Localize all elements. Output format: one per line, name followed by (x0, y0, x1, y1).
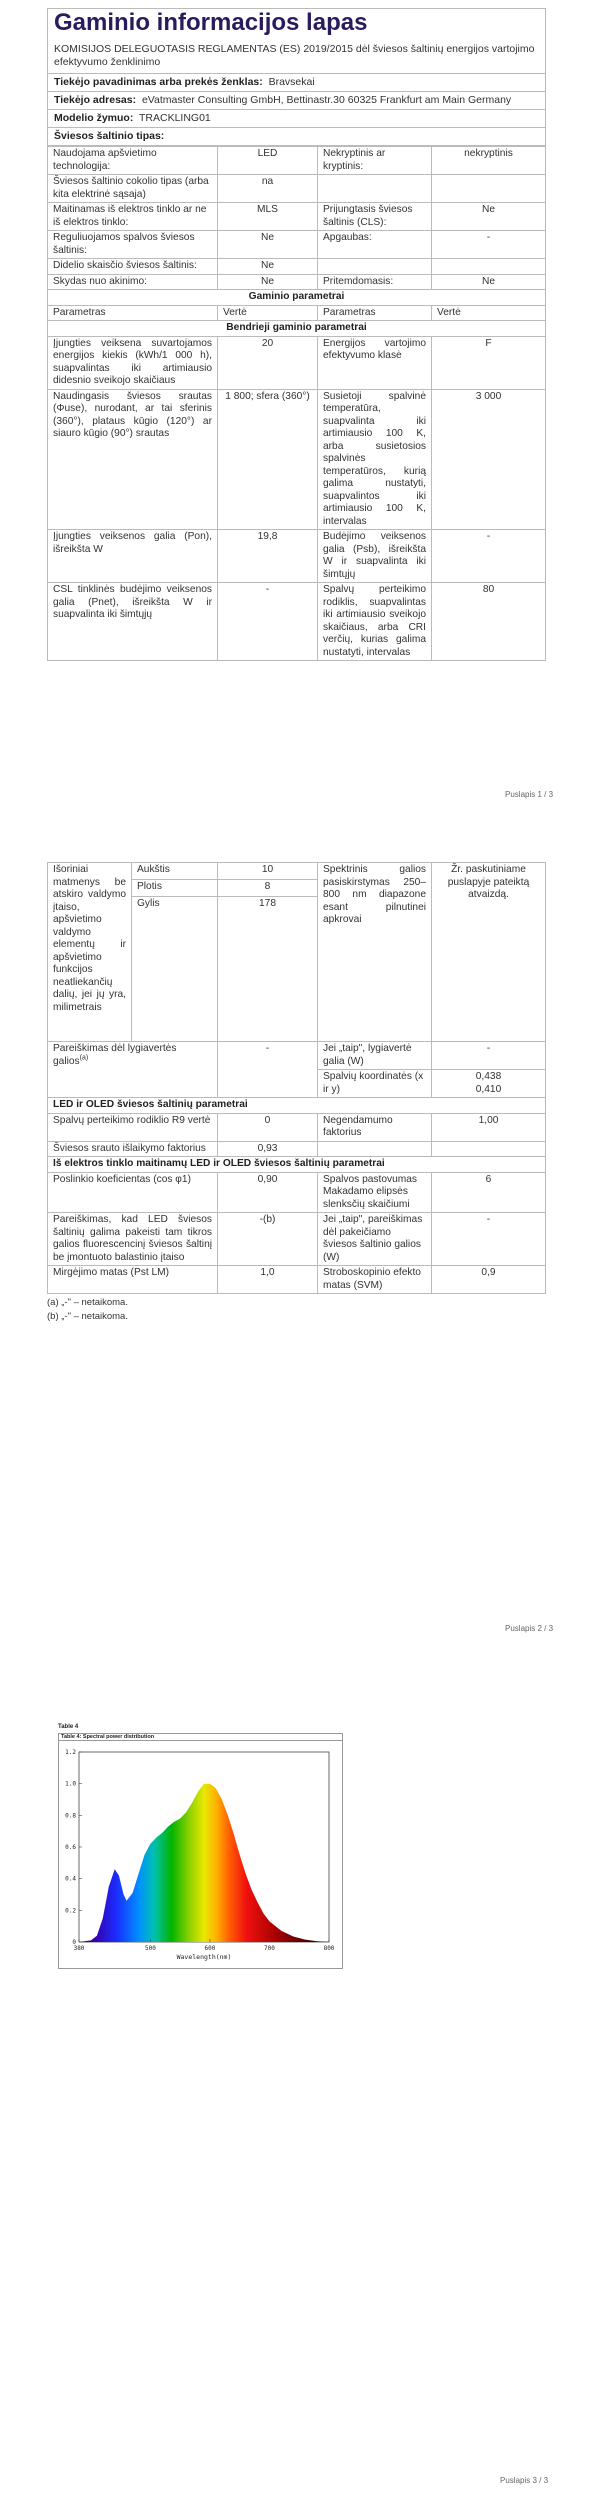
dim-width-value: 8 (218, 880, 318, 897)
supplier-address: eVatmaster Consulting GmbH, Bettinastr.30 60325 Frankfurt am Main Germany (141, 94, 512, 106)
param-label: Spalvų perteikimo rodiklis, suapvalintas iki artimiausio sveikojo skaičiaus, arba CRI verčių, kurias galima nustatyti, intervalas (318, 583, 432, 661)
page-number-3: Puslapis 3 / 3 (500, 2476, 549, 2485)
empty-cell (432, 1141, 546, 1157)
led-oled-heading: LED ir OLED šviesos šaltinių parametrai (48, 1098, 546, 1114)
param-value (432, 259, 546, 275)
figure-frame (58, 1733, 343, 1969)
regulation-text: KOMISIJOS DELEGUOTASIS REGLAMENTAS (ES) 2019/2015 dėl šviesos šaltinių energijos vartojimo efektyvumo ženklinimo (48, 39, 545, 74)
light-source-row (48, 259, 546, 275)
param-label (318, 175, 432, 203)
param-value: F (432, 336, 546, 389)
param-label: Naudojama apšvietimo technologija: (48, 147, 218, 175)
supplier-name: Bravsekai (268, 76, 315, 88)
param-value: Ne (218, 274, 318, 290)
product-param-row (48, 389, 546, 530)
table4-label: Table 4 (58, 1724, 79, 1730)
dimensions-label: Išoriniai matmenys be atskiro valdymo įtaiso, apšvietimo valdymo elementų ir apšvietimo funkcijos neatliekančių dalių, jei jų yra, milimetrais (48, 863, 132, 1042)
y-tick-label: 0 (72, 1939, 76, 1946)
general-params-heading: Bendrieji gaminio parametrai (48, 321, 546, 337)
param-label: Susietoji spalvinė temperatūra, suapvalinta iki artimiausio 100 K, arba susietosios spalvinės temperatūros, kurią galima nustatyti, suapvalintos iki artimiausio 100 K, intervalas (318, 389, 432, 530)
param-value: 1 800; sfera (360°) (218, 389, 318, 530)
supplier-address-row (48, 92, 545, 110)
dim-width-label: Plotis (132, 880, 218, 897)
model-row (48, 110, 545, 128)
param-label: Reguliuojamos spalvos šviesos šaltinis: (48, 231, 218, 259)
param-value: Ne (432, 274, 546, 290)
table4-caption: Table 4: Spectral power distribution (59, 1734, 342, 1741)
replacement-power-label: Jei „taip", pareiškimas dėl pakeičiamo šviesos šaltinio galios (W) (318, 1213, 432, 1266)
param-label: Didelio skaisčio šviesos šaltinis: (48, 259, 218, 275)
param-value: 3 000 (432, 389, 546, 530)
mains-led-heading: Iš elektros tinklo maitinamų LED ir OLED šviesos šaltinių parametrai (48, 1157, 546, 1173)
light-source-row (48, 175, 546, 203)
dim-height-value: 10 (218, 863, 318, 880)
param-label: Maitinamas iš elektros tinklo ar ne iš elektros tinklo: (48, 203, 218, 231)
page-1 (47, 8, 546, 661)
replacement-claim-value: -(b) (218, 1213, 318, 1266)
product-param-row (48, 336, 546, 389)
spectral-chart (59, 1744, 342, 1966)
x-tick-label: 500 (145, 1945, 156, 1952)
model-id: TRACKLING01 (139, 112, 211, 124)
light-source-type-label: Šviesos šaltinio tipas: (54, 130, 165, 142)
chromaticity-value (432, 1070, 546, 1098)
dim-height-label: Aukštis (132, 863, 218, 880)
param-value: MLS (218, 203, 318, 231)
param-label: Įjungties veiksena suvartojamos energijos kiekis (kWh/1 000 h), suapvalintas iki artimiausio didesnio sveikojo skaičiaus (48, 336, 218, 389)
stroboscopic-svm-value: 0,9 (432, 1266, 546, 1294)
params-table-2 (47, 862, 546, 1294)
survival-factor-label: Negendamumo faktorius (318, 1113, 432, 1141)
param-value: Ne (218, 259, 318, 275)
light-source-row (48, 147, 546, 175)
param-value: 20 (218, 336, 318, 389)
x-tick-label: 800 (323, 1945, 335, 1952)
supplier-name-row (48, 74, 545, 92)
y-tick-label: 1.2 (65, 1749, 76, 1756)
light-source-row (48, 274, 546, 290)
param-value (432, 175, 546, 203)
param-label: Šviesos šaltinio cokolio tipas (arba kita elektrinė sąsaja) (48, 175, 218, 203)
lumen-maintenance-label: Šviesos srauto išlaikymo faktorius (48, 1141, 218, 1157)
param-label: Naudingasis šviesos srautas (Φuse), nurodant, ar tai sferinis (360°), plataus kūgio (120°) ar siauro kūgio (90°) srautas (48, 389, 218, 530)
x-tick-label: 600 (204, 1945, 216, 1952)
y-tick-label: 0.6 (65, 1844, 76, 1851)
product-param-row (48, 583, 546, 661)
param-label: Prijungtasis šviesos šaltinis (CLS): (318, 203, 432, 231)
param-value: LED (218, 147, 318, 175)
param-value: Ne (432, 203, 546, 231)
product-params-heading: Gaminio parametrai (48, 290, 546, 306)
col-header-param-1: Parametras (48, 305, 218, 321)
param-value: 19,8 (218, 530, 318, 583)
flicker-pst-label: Mirgėjimo matas (Pst LM) (48, 1266, 218, 1294)
spectral-chart-figure (58, 1724, 343, 1969)
equiv-power-text: Pareiškimas dėl lygiavertės galios (53, 1043, 177, 1067)
light-source-row (48, 231, 546, 259)
cos-phi-value: 0,90 (218, 1172, 318, 1213)
macadam-value: 6 (432, 1172, 546, 1213)
survival-factor-value: 1,00 (432, 1113, 546, 1141)
macadam-label: Spalvos pastovumas Makadamo elipsės slenksčių skaičiumi (318, 1172, 432, 1213)
y-tick-label: 0.4 (65, 1875, 76, 1883)
dim-depth-label: Gylis (132, 897, 218, 1042)
param-value: - (432, 231, 546, 259)
r9-value: 0 (218, 1113, 318, 1141)
param-label: Energijos vartojimo efektyvumo klasė (318, 336, 432, 389)
param-label: Pritemdomasis: (318, 274, 432, 290)
spectral-distribution-value: Žr. paskutiniame puslapyje pateiktą atvaizdą. (432, 863, 546, 1042)
y-tick-label: 1.0 (65, 1780, 76, 1788)
product-param-row (48, 530, 546, 583)
param-value: Ne (218, 231, 318, 259)
equiv-power-label (48, 1042, 218, 1098)
param-value: 80 (432, 583, 546, 661)
light-source-table (47, 146, 546, 661)
footnotes (47, 1296, 546, 1324)
chromaticity-x: 0,438 (475, 1071, 502, 1082)
cos-phi-label: Poslinkio koeficientas (cos φ1) (48, 1172, 218, 1213)
replacement-power-value: - (432, 1213, 546, 1266)
r9-label: Spalvų perteikimo rodiklio R9 vertė (48, 1113, 218, 1141)
footnote-ref-a: (a) (79, 1054, 89, 1062)
y-tick-label: 0.8 (65, 1812, 76, 1820)
param-label: Įjungties veiksenos galia (Pon), išreikšta W (48, 530, 218, 583)
replacement-claim-label: Pareiškimas, kad LED šviesos šaltinių galima pakeisti tam tikros galios fluorescencinį šviesos šaltinį be įmontuoto balastinio įtaiso (48, 1213, 218, 1266)
param-label: Skydas nuo akinimo: (48, 274, 218, 290)
empty-cell (318, 1141, 432, 1157)
param-value: - (218, 583, 318, 661)
param-label: Apgaubas: (318, 231, 432, 259)
stroboscopic-svm-label: Stroboskopinio efekto matas (SVM) (318, 1266, 432, 1294)
param-value: - (432, 530, 546, 583)
page-title: Gaminio informacijos lapas (54, 9, 368, 36)
x-tick-label: 700 (264, 1945, 275, 1952)
x-axis-label: Wavelength(nm) (176, 1953, 232, 1961)
param-label: CSL tinklinės budėjimo veiksenos galia (Pnet), išreikšta W ir suapvalinta iki šimtųjų (48, 583, 218, 661)
chromaticity-y: 0,410 (475, 1083, 502, 1095)
equiv-power-w-value: - (432, 1042, 546, 1070)
footnote-a: (a) „-" – netaikoma. (47, 1297, 128, 1308)
page-number-2: Puslapis 2 / 3 (505, 1624, 554, 1633)
x-tick-label: 380 (73, 1945, 85, 1952)
y-tick-label: 0.2 (65, 1907, 76, 1915)
page-2 (47, 862, 546, 1324)
param-label: Nekryptinis ar kryptinis: (318, 147, 432, 175)
param-value: nekryptinis (432, 147, 546, 175)
light-source-row (48, 203, 546, 231)
light-source-type-row (48, 128, 545, 145)
model-label: Modelio žymuo: (54, 112, 134, 124)
dim-depth-value: 178 (218, 897, 318, 1042)
col-header-param-2: Parametras (318, 305, 432, 321)
footnote-b: (b) „-" – netaikoma. (47, 1311, 128, 1322)
col-header-value-1: Vertė (218, 305, 318, 321)
spectral-distribution-label: Spektrinis galios pasiskirstymas 250–800 nm diapazone esant pilnutinei apkrovai (318, 863, 432, 1042)
supplier-name-label: Tiekėjo pavadinimas arba prekės ženklas: (54, 76, 263, 88)
param-label (318, 259, 432, 275)
header-box (47, 8, 546, 146)
equiv-power-w-label: Jei „taip", lygiavertė galia (W) (318, 1042, 432, 1070)
chromaticity-label: Spalvių koordinatės (x ir y) (318, 1070, 432, 1098)
flicker-pst-value: 1,0 (218, 1266, 318, 1294)
page-number-1: Puslapis 1 / 3 (505, 790, 554, 799)
supplier-address-label: Tiekėjo adresas: (54, 94, 137, 106)
param-label: Budėjimo veiksenos galia (Psb), išreikšta W ir suapvalinta iki šimtųjų (318, 530, 432, 583)
param-value: na (218, 175, 318, 203)
equiv-power-value: - (218, 1042, 318, 1098)
lumen-maintenance-value: 0,93 (218, 1141, 318, 1157)
col-header-value-2: Vertė (432, 305, 546, 321)
